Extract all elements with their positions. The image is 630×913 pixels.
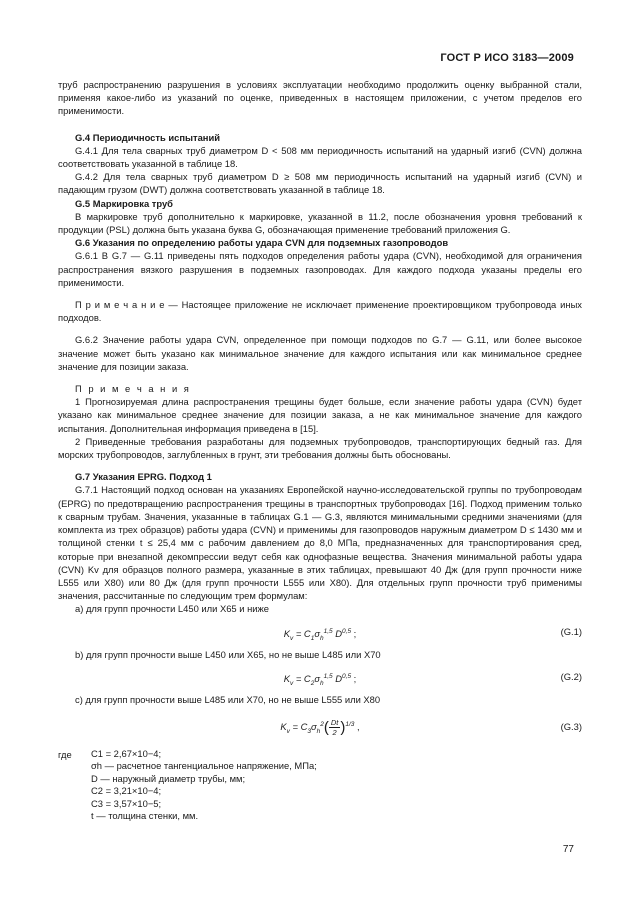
formula-g3-number: (G.3) (560, 720, 582, 732)
formula-g2 (58, 667, 582, 687)
note-label: П р и м е ч а н и е — (75, 299, 178, 311)
note-paragraph (58, 298, 582, 324)
page-number: 77 (562, 844, 574, 855)
page-header-title: ГОСТ Р ИСО 3183—2009 (440, 52, 574, 64)
note-text: Настоящее приложение не исключает применение проектировщиком трубопровода иных подходов. (58, 299, 582, 324)
section-g4-heading: G.4 Периодичность испытаний (75, 131, 220, 143)
formula-g2-expression: $K_v = C_2\sigma_h^{1,5}$ D$^{0,5}$ ; (283, 672, 357, 687)
paragraph-g71: G.7.1 Настоящий подход основан на указаниях Европейской научно-исследовательской группы по трубопроводам (EPRG) по предотвращению распространения трещины в транспортных трубопроводах [16]. Подход применим только к сварным трубам. Значения, указанные в таблицах G.1 — G.3, являются минимальными средними значениями (для комплекта из трех образцов) работы удара (CVN) и применимы для газопроводов наружным диаметром D ≤ 1430 мм и толщиной стенки t ≤ 25,4 мм с рабочим давлением до 8,0 МПа, предназначенных для транспортирования сред, которые при внезапной декомпрессии ведут себя как однофазные вещества. Значения минимальной работы удара (CVN) Kv для образцов полного размера, указанные в этих таблицах, превышают 40 Дж (для групп прочности ниже L555 или X80) или 80 Дж (для групп прочности L555 или X80). Для отдельных групп прочности труб применимы значения, рассчитанные по следующим трем формулам: (58, 484, 582, 602)
paragraph-g42: G.4.2 Для тела сварных труб диаметром D ≥ 508 мм периодичность испытаний на ударный изгиб (CVN) и падающим грузом (DWT) должна соответствовать указанной в таблице 18. (58, 171, 582, 196)
variable-legend (58, 748, 582, 823)
paragraph-g62: G.6.2 Значение работы удара CVN, определенное при помощи подходов по G.7 — G.11, или более высокое значение может быть указано как минимальное значение для каждого испытания или как минимальное среднее значение для позиции заказа. (58, 334, 582, 372)
document-body (58, 78, 582, 823)
formula-g2-number: (G.2) (560, 670, 582, 682)
legend-item: D — наружный диаметр трубы, мм; (91, 772, 246, 784)
legend-label: где (58, 748, 72, 760)
intro-paragraph: труб распространению разрушения в условиях эксплуатации необходимо продолжить оценку выбранной стали, применяя какое-либо из указаний по оценке, приведенных в настоящем приложении, с учетом пределов его применимости. (58, 79, 582, 117)
paragraph-g5: В маркировке труб дополнительно к маркировке, указанной в 11.2, после обозначения уровня требований к продукции (PSL) должна быть указана буква G, обозначающая применение требований приложения G. (58, 210, 582, 236)
formula-g1-expression: $K_v = C_1\sigma_h^{1,5}$ D$^{0,5}$ ; (283, 627, 357, 642)
note-item-2: 2 Приведенные требования разработаны для подземных трубопроводов, транспортирующих бедный газ. Для морских трубопроводов, заглубленных в грунт, эти требования должны быть обоснованы. (58, 435, 582, 461)
formula-case-c: c) для групп прочности выше L485 или X70, но не выше L555 или X80 (75, 693, 381, 705)
legend-item: C3 = 3,57×10−5; (91, 797, 162, 809)
legend-item: C1 = 2,67×10−4; (91, 747, 162, 759)
section-g6-heading: G.6 Указания по определению работы удара CVN для подземных газопроводов (75, 237, 449, 249)
formula-g1 (58, 622, 582, 642)
paragraph-g61: G.6.1 В G.7 — G.11 приведены пять подходов определения работы удара (CVN), необходимой для ограничения распространения вязкого разрушения в подземных газопроводах. Для каждого подхода указаны пределы его применимости. (58, 250, 582, 288)
paragraph-g41: G.4.1 Для тела сварных труб диаметром D < 508 мм периодичность испытаний на ударный изгиб (CVN) должна соответствовать указанной в таблице 18. (58, 144, 582, 170)
section-g5-heading: G.5 Маркировка труб (75, 197, 173, 209)
formula-case-a: а) для групп прочности L450 или X65 и ниже (75, 603, 269, 615)
formula-g3-fraction: $\frac{Dt}{2}$ (330, 718, 339, 738)
formula-g3 (58, 712, 582, 742)
section-g7-heading: G.7 Указания EPRG. Подход 1 (75, 471, 212, 483)
formula-g1-number: (G.1) (560, 625, 582, 637)
legend-item: C2 = 3,21×10−4; (91, 785, 162, 797)
formula-g3-expression: $K_v = C_3\sigma_h^2$( $\frac{Dt}{2}$ )$^{1/3}$ , (280, 718, 360, 738)
legend-item: t — толщина стенки, мм. (91, 810, 199, 822)
legend-item: σh — расчетное тангенциальное напряжение, МПа; (91, 760, 317, 772)
note-item-1: 1 Прогнозируемая длина распространения трещины будет больше, если значение работы удара (CVN) будет указано как минимальное среднее значение для позиции заказа, а не как минимальное значение для каждого испытания. Дополнительная информация приведена в [15]. (58, 396, 582, 434)
formula-case-b: b) для групп прочности выше L450 или X65, но не выше L485 или X70 (75, 648, 381, 660)
notes-heading: П р и м е ч а н и я (75, 383, 191, 395)
